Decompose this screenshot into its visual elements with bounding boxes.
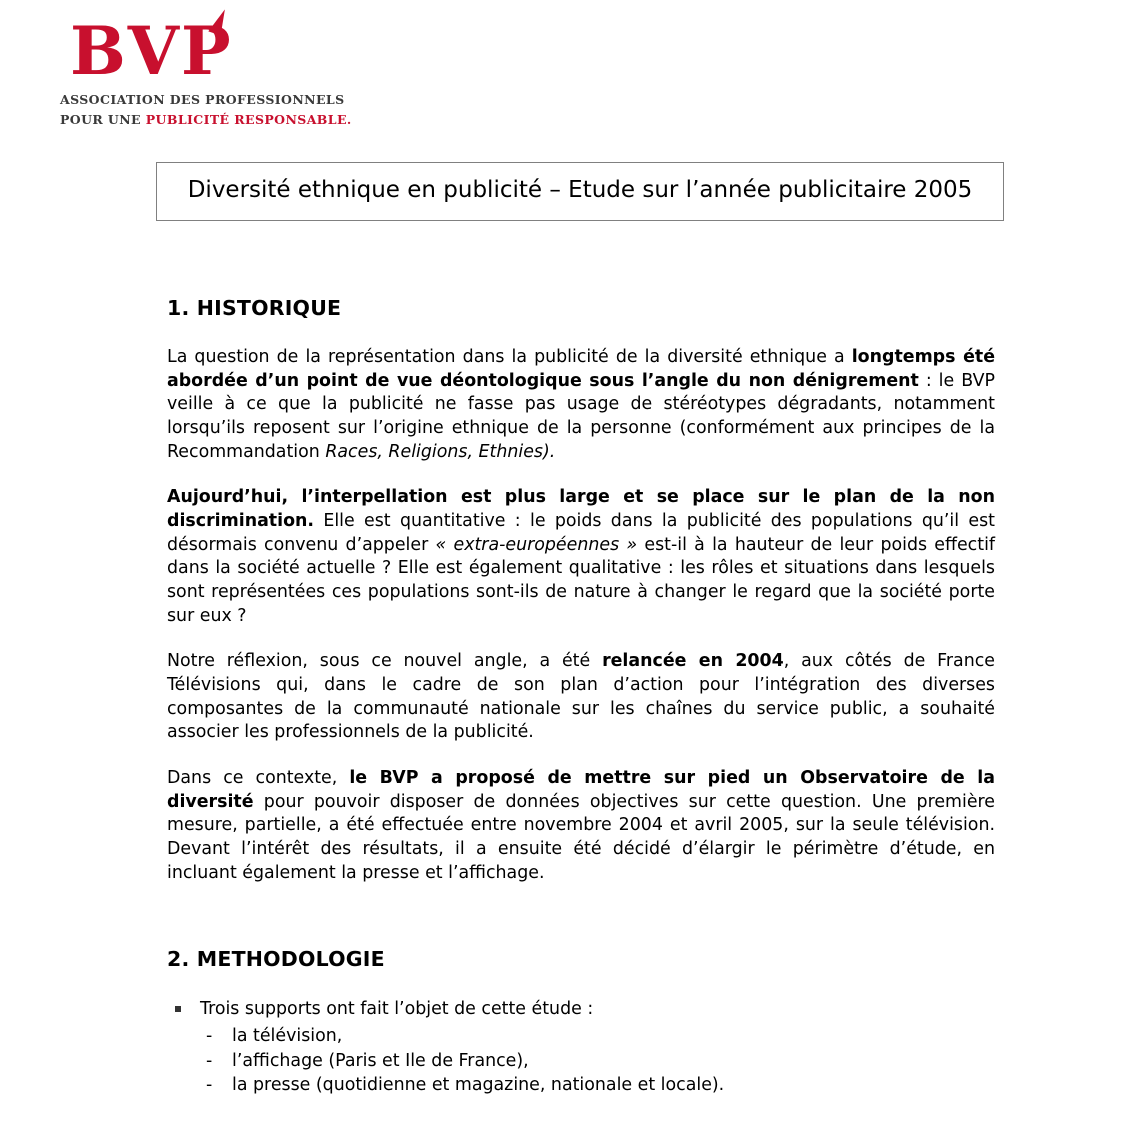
methodologie-sub-list: [200, 1024, 995, 1098]
page-title: Diversité ethnique en publicité – Etude sur l’année publicitaire 2005: [187, 177, 973, 203]
list-item-label: Trois supports ont fait l’objet de cette étude :: [200, 999, 594, 1020]
text-run-bold: Aujourd’hui, l’interpellation est plus large et se place sur le plan de la non discrimination.: [167, 487, 995, 532]
square-bullet-icon: [175, 1006, 181, 1012]
list-item: [200, 1024, 995, 1049]
paragraph-historique-1: [167, 346, 995, 464]
logo-subtitle-line2-accent: PUBLICITÉ RESPONSABLE.: [145, 112, 352, 127]
logo-subtitle-line2-prefix: POUR UNE: [60, 112, 146, 127]
text-run: Elle est quantitative : le poids dans la publicité des populations qu’il est désormais convenu d’appeler: [167, 511, 995, 555]
dash-bullet-icon: -: [206, 1025, 213, 1046]
text-run-italic: Races, Religions, Ethnies).: [325, 441, 556, 462]
paragraph-historique-2: [167, 486, 995, 628]
text-run-italic: « extra-européennes »: [435, 534, 638, 555]
document-title-box: [156, 162, 1004, 221]
list-item-label: la télévision,: [232, 1025, 343, 1046]
text-run: La question de la représentation dans la publicité de la diversité ethnique a: [167, 347, 852, 367]
text-run-bold: relancée en 2004: [602, 651, 784, 672]
document-body: [167, 296, 995, 1098]
text-run: Dans ce contexte,: [167, 768, 350, 789]
paragraph-historique-3: [167, 650, 995, 745]
text-run: Notre réflexion, sous ce nouvel angle, a été: [167, 651, 603, 672]
methodologie-bullet-list: [167, 997, 995, 1097]
dash-bullet-icon: -: [206, 1075, 213, 1096]
list-item-label: l’affichage (Paris et Ile de France),: [232, 1050, 529, 1071]
list-item: [167, 997, 995, 1097]
list-item: [200, 1073, 995, 1098]
section-heading-methodologie: 2. METHODOLOGIE: [167, 947, 385, 972]
text-run: , aux côtés de France Télévisions qui, dans le cadre de son plan d’action pour l’intégration des diverses composantes de la communauté nationale sur les chaînes du service public, a souhaité associer les professionnels de la publicité.: [167, 651, 995, 743]
logo-subtitle-line1: ASSOCIATION DES PROFESSIONNELS: [60, 92, 345, 107]
text-run: est-il à la hauteur de leur poids effectif dans la société actuelle ? Elle est également qualitative : les rôles et situations dans lesquels sont représentées ces populations sont-ils de nature à changer le regard que la société porte sur eux ?: [167, 534, 996, 626]
text-run: pour pouvoir disposer de données objectives sur cette question. Une première mesure, partielle, a été effectuée entre novembre 2004 et avril 2005, sur la seule télévision. Devant l’intérêt des résultats, il a ensuite été décidé d’élargir le périmètre d’étude, en incluant également la presse et l’affichage.: [167, 791, 995, 883]
section-heading-historique: 1. HISTORIQUE: [167, 296, 342, 320]
text-run-bold: le BVP a proposé de mettre sur pied un Observatoire de la diversité: [167, 768, 995, 812]
logo-wordmark: [70, 12, 360, 90]
logo-wordmark-text: BVP: [70, 12, 233, 90]
list-item-label: la presse (quotidienne et magazine, nationale et locale).: [232, 1075, 725, 1096]
list-item: [200, 1049, 995, 1074]
logo-subtitle-line2: [60, 112, 360, 127]
dash-bullet-icon: -: [206, 1050, 213, 1071]
text-run-bold: longtemps été abordée d’un point de vue déontologique sous l’angle du non dénigrement: [167, 347, 995, 391]
text-run: : le BVP veille à ce que la publicité ne fasse pas usage de stéréotypes dégradants, notamment lorsqu’ils reposent sur l’origine ethnique de la personne (conformément aux principes de la Recommandation: [167, 370, 995, 462]
bvp-logo: [60, 12, 360, 127]
paragraph-historique-4: [167, 767, 995, 885]
